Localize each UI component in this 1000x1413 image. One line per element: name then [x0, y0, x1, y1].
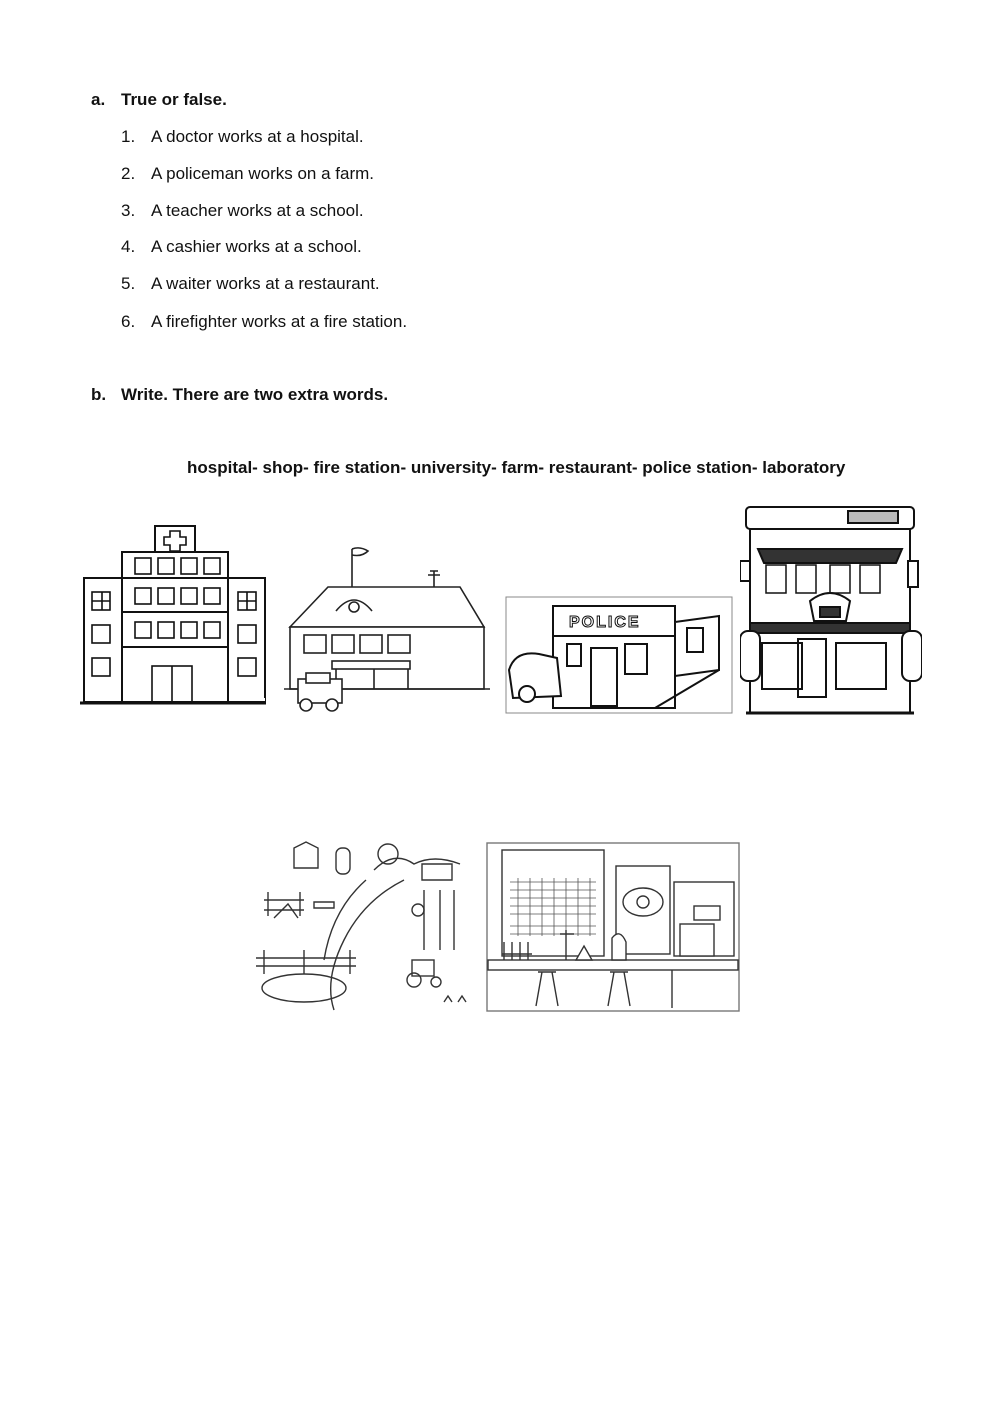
section-a-label: a.	[91, 90, 106, 109]
hospital-picture	[80, 522, 266, 708]
item-text: A doctor works at a hospital.	[151, 127, 364, 146]
list-item	[121, 312, 407, 332]
item-number: 4.	[121, 237, 136, 256]
list-item	[121, 201, 364, 221]
list-item	[121, 274, 380, 294]
farm-picture	[254, 840, 480, 1012]
police-sign-text: POLICE	[569, 614, 641, 631]
section-b-heading	[91, 385, 388, 405]
laboratory-picture	[486, 842, 740, 1012]
section-b-title: Write. There are two extra words.	[121, 385, 389, 404]
list-item	[121, 164, 374, 184]
item-text: A waiter works at a restaurant.	[151, 274, 380, 293]
item-text: A teacher works at a school.	[151, 201, 364, 220]
word-bank: hospital- shop- fire station- university- farm- restaurant- police station- laboratory	[187, 458, 846, 477]
item-number: 1.	[121, 127, 136, 146]
item-number: 2.	[121, 164, 136, 183]
item-number: 3.	[121, 201, 136, 220]
list-item	[121, 127, 364, 147]
fire-station-picture	[284, 543, 490, 715]
list-item	[121, 237, 362, 257]
item-text: A policeman works on a farm.	[151, 164, 374, 183]
section-b-label: b.	[91, 385, 107, 404]
item-number: 5.	[121, 274, 136, 293]
cafe-picture	[740, 503, 922, 715]
item-number: 6.	[121, 312, 136, 331]
section-a-heading	[91, 90, 227, 110]
item-text: A firefighter works at a fire station.	[151, 312, 408, 331]
section-a-title: True or false.	[121, 90, 227, 109]
police-station-picture	[505, 596, 733, 714]
item-text: A cashier works at a school.	[151, 237, 362, 256]
